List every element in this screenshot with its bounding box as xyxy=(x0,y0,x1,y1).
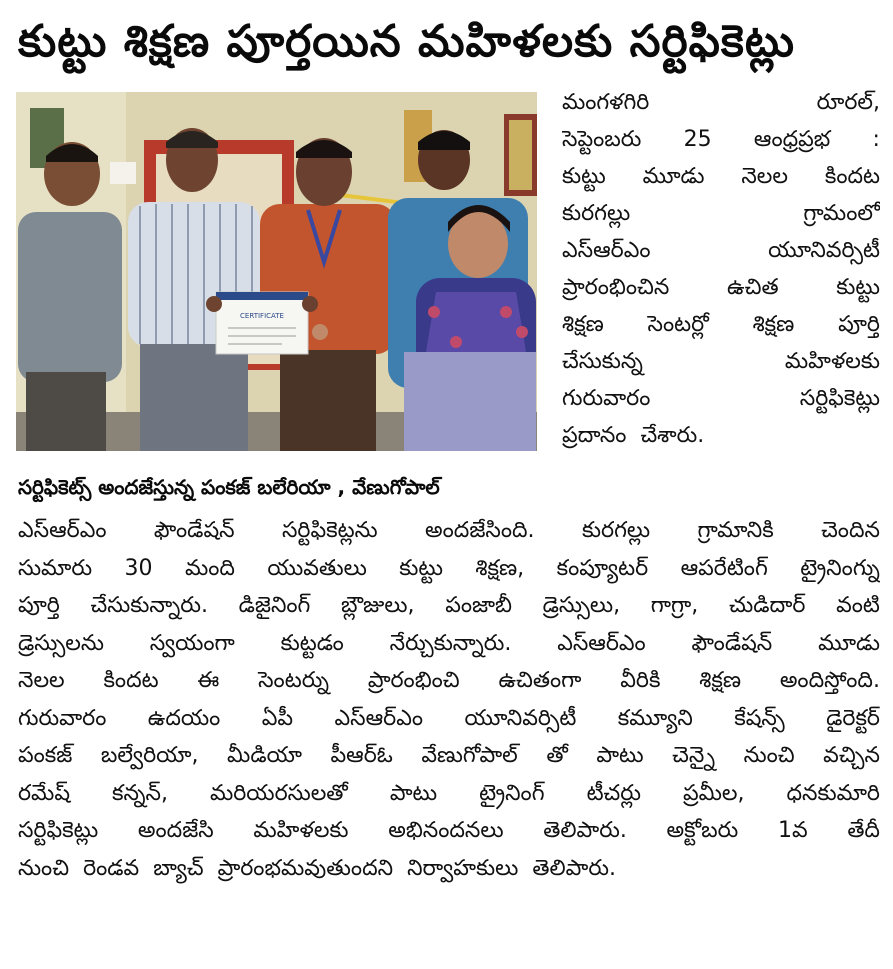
side-column-line: మంగళగిరి రూరల్, xyxy=(562,90,880,115)
side-column-line: ఎస్ఆర్ఎం యూనివర్సిటీ xyxy=(562,238,880,263)
photo-caption: సర్టిఫికెట్స్ అందజేస్తున్న పంకజ్ బలేరియా , వేణుగోపాల్ xyxy=(18,475,440,499)
news-photo xyxy=(16,92,537,451)
side-column-line: శిక్షణ సెంటర్లో శిక్షణ పూర్తి xyxy=(562,312,880,337)
side-column-text xyxy=(562,84,880,454)
body-line: నెలల కిందట ఈ సెంటర్ను ప్రారంభించి ఉచితంగా వీరికి శిక్షణ అందిస్తోంది. xyxy=(18,668,880,693)
body-line: ఎస్ఆర్ఎం ఫౌండేషన్ సర్టిఫికెట్లను అందజేసింది. కురగల్లు గ్రామానికి చెందిన xyxy=(18,518,880,543)
body-line: గురువారం ఉదయం ఏపీ ఎస్ఆర్ఎం యూనివర్సిటీ కమ్యూని కేషన్స్ డైరెక్టర్ xyxy=(18,705,880,731)
body-line: పంకజ్ బల్వేరియా, మీడియా పీఆర్ఓ వేణుగోపాల్ తో పాటు చెన్నై నుంచి వచ్చిన xyxy=(18,743,880,768)
side-column-line: చేసుకున్న మహిళలకు xyxy=(562,349,880,374)
side-column-line: కురగల్లు గ్రామంలో xyxy=(562,201,880,226)
body-line: డ్రెస్సులను స్వయంగా కుట్టడం నేర్చుకున్నారు. ఎస్ఆర్ఎం ఫౌండేషన్ మూడు xyxy=(18,630,880,656)
side-column-line: సెప్టెంబరు 25 ఆంధ్రప్రభ : xyxy=(562,127,880,152)
certificate-text: CERTIFICATE xyxy=(240,312,284,320)
body-line: రమేష్ కన్నన్, మరియరసులతో పాటు ట్రైనింగ్ టీచర్లు ప్రమీల, ధనకుమారి xyxy=(18,780,880,806)
article-body xyxy=(18,512,880,887)
headline: కుట్టు శిక్షణ పూర్తయిన మహిళలకు సర్టిఫికెట్లు xyxy=(18,16,796,67)
side-column-line: కుట్టు మూడు నెలల కిందట xyxy=(562,164,880,189)
body-line: పూర్తి చేసుకున్నారు. డిజైనింగ్ బ్లౌజులు, పంజాబీ డ్రెస్సులు, గాగ్రా, చుడిదార్ వంటి xyxy=(18,593,880,618)
side-column-line: ప్రదానం చేశారు. xyxy=(562,423,705,448)
body-line: సర్టిఫికెట్లు అందజేసి మహిళలకు అభినందనలు తెలిపారు. అక్టోబరు 1వ తేదీ xyxy=(18,818,880,843)
body-line: నుంచి రెండవ బ్యాచ్ ప్రారంభమవుతుందని నిర్వాహకులు తెలిపారు. xyxy=(18,855,616,881)
side-column-line: ప్రారంభించిన ఉచిత కుట్టు xyxy=(562,275,880,300)
body-line: సుమారు 30 మంది యువతులు కుట్టు శిక్షణ, కంప్యూటర్ ఆపరేటింగ్ ట్రైనింగ్ను xyxy=(18,555,880,581)
side-column-line: గురువారం సర్టిఫికెట్లు xyxy=(562,386,880,411)
